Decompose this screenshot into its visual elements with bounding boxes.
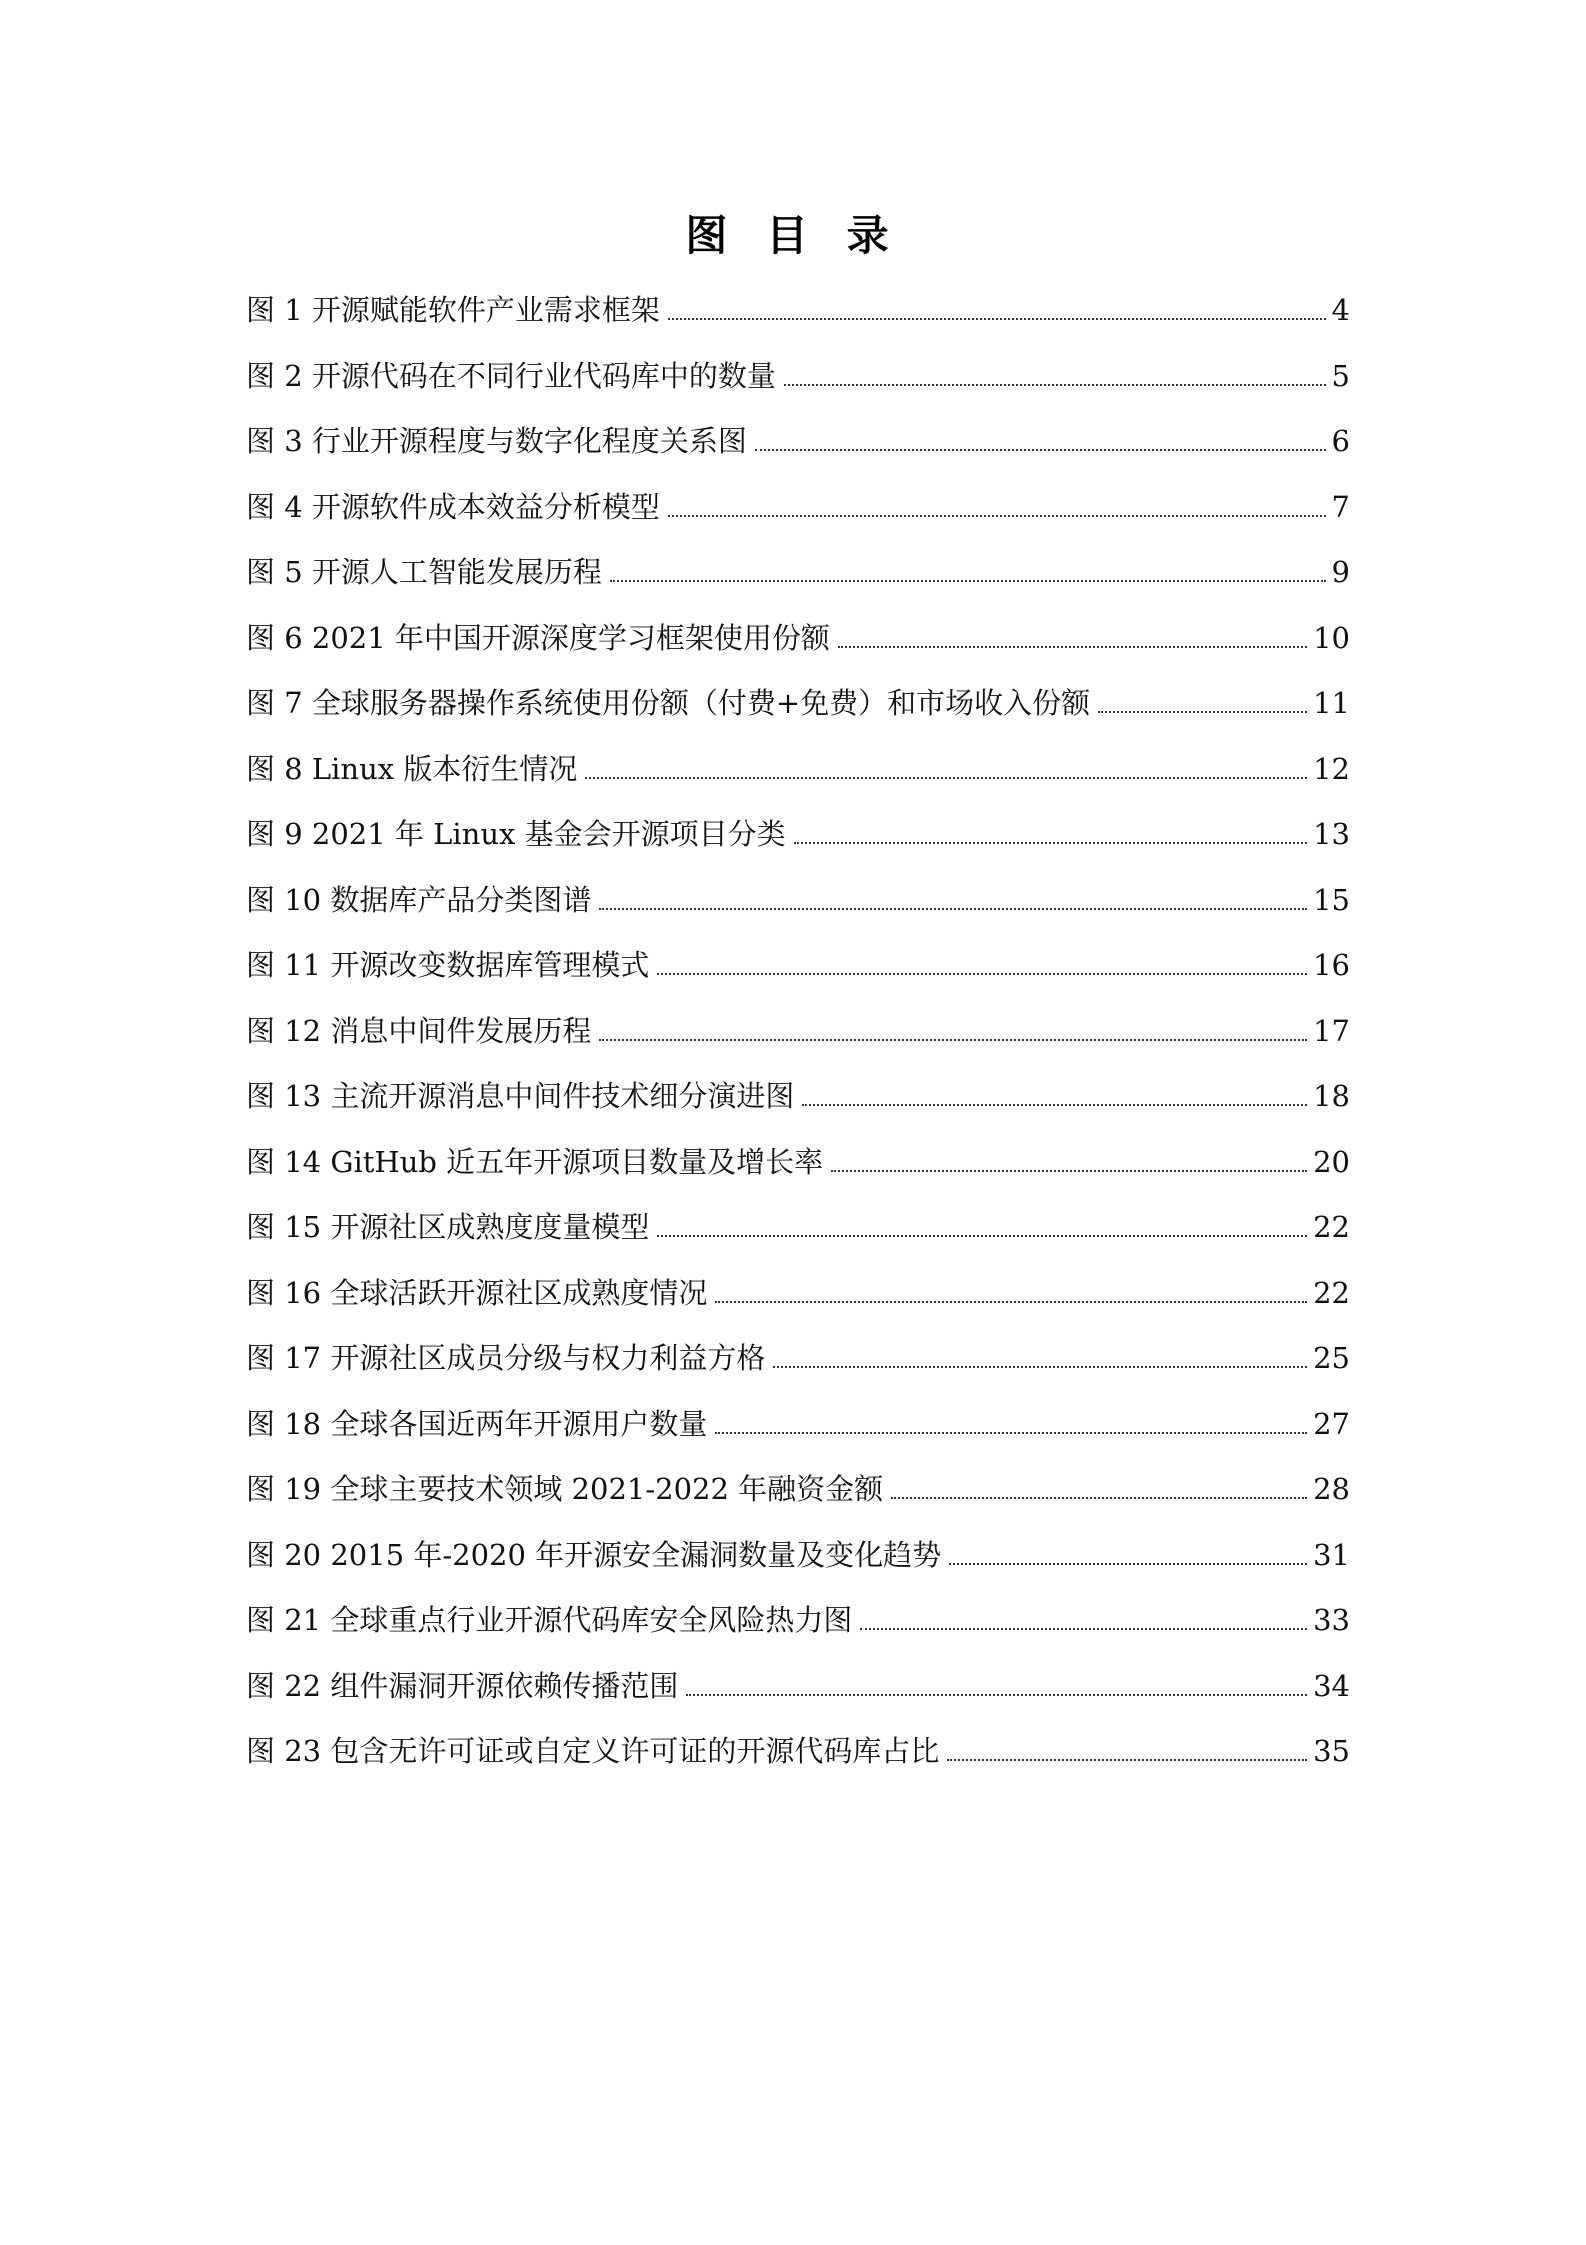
toc-entry-label: 图 20 2015 年-2020 年开源安全漏洞数量及变化趋势	[246, 1537, 942, 1572]
toc-entry[interactable]	[246, 552, 1350, 618]
toc-entry-label: 图 19 全球主要技术领域 2021-2022 年融资金额	[246, 1472, 884, 1506]
toc-entry[interactable]	[246, 1142, 1350, 1208]
toc-entry-label: 图 1 开源赋能软件产业需求框架	[246, 293, 660, 327]
toc-entry[interactable]	[246, 1731, 1350, 1797]
toc-entry-label: 图 15 开源社区成熟度度量模型	[246, 1210, 650, 1244]
toc-entry-page: 27	[1313, 1406, 1350, 1441]
toc-entry-page: 12	[1313, 751, 1350, 786]
toc-entry[interactable]	[246, 814, 1350, 880]
toc-dot-leader	[860, 1600, 1307, 1630]
toc-entry[interactable]	[246, 1535, 1350, 1601]
toc-entry-label: 图 2 开源代码在不同行业代码库中的数量	[246, 358, 776, 393]
toc-dot-leader	[949, 1535, 1307, 1565]
toc-entry-page: 34	[1313, 1668, 1350, 1703]
toc-entry-page: 20	[1313, 1144, 1350, 1179]
toc-entry-page: 25	[1313, 1341, 1350, 1375]
toc-entry-label: 图 14 GitHub 近五年开源项目数量及增长率	[246, 1144, 824, 1179]
page-title: 图 目 录	[685, 211, 901, 260]
toc-entry[interactable]	[246, 1666, 1350, 1732]
toc-entry-page: 10	[1313, 620, 1350, 655]
toc-entry-label: 图 12 消息中间件发展历程	[246, 1013, 592, 1048]
toc-dot-leader	[599, 880, 1307, 910]
toc-entry-page: 22	[1313, 1275, 1350, 1310]
toc-entry[interactable]	[246, 1469, 1350, 1535]
toc-entry[interactable]	[246, 1338, 1350, 1404]
toc-entry[interactable]	[246, 945, 1350, 1011]
toc-entry-page: 15	[1313, 882, 1350, 917]
toc-dot-leader	[831, 1142, 1307, 1172]
toc-dot-leader	[891, 1469, 1307, 1499]
toc-entry[interactable]	[246, 421, 1350, 487]
toc-entry[interactable]	[246, 290, 1350, 356]
toc-entry-page: 6	[1331, 424, 1350, 458]
toc-entry-label: 图 16 全球活跃开源社区成熟度情况	[246, 1275, 708, 1310]
toc-entry-page: 7	[1331, 489, 1350, 524]
toc-dot-leader	[657, 1207, 1307, 1237]
toc-entry-label: 图 10 数据库产品分类图谱	[246, 882, 592, 917]
toc-entry[interactable]	[246, 1076, 1350, 1142]
toc-dot-leader	[947, 1731, 1307, 1761]
toc-entry-label: 图 9 2021 年 Linux 基金会开源项目分类	[246, 817, 786, 851]
toc-entry-label: 图 7 全球服务器操作系统使用份额（付费+免费）和市场收入份额	[246, 686, 1091, 720]
table-of-figures	[246, 290, 1350, 1797]
toc-entry-label: 图 6 2021 年中国开源深度学习框架使用份额	[246, 620, 830, 655]
toc-dot-leader	[668, 487, 1326, 517]
toc-entry[interactable]	[246, 683, 1350, 749]
toc-entry-label: 图 22 组件漏洞开源依赖传播范围	[246, 1668, 679, 1703]
toc-entry[interactable]	[246, 749, 1350, 815]
toc-dot-leader	[610, 552, 1326, 582]
toc-entry[interactable]	[246, 1273, 1350, 1339]
toc-dot-leader	[599, 1011, 1307, 1041]
toc-entry[interactable]	[246, 356, 1350, 422]
toc-entry-label: 图 21 全球重点行业开源代码库安全风险热力图	[246, 1603, 853, 1637]
toc-entry-label: 图 3 行业开源程度与数字化程度关系图	[246, 424, 747, 458]
toc-dot-leader	[802, 1076, 1307, 1106]
toc-entry-page: 13	[1313, 817, 1350, 851]
toc-entry-label: 图 8 Linux 版本衍生情况	[246, 751, 578, 786]
toc-dot-leader	[838, 618, 1307, 648]
toc-entry-page: 22	[1313, 1210, 1350, 1244]
toc-entry-label: 图 18 全球各国近两年开源用户数量	[246, 1406, 708, 1441]
toc-entry-page: 31	[1313, 1537, 1350, 1572]
toc-entry[interactable]	[246, 880, 1350, 946]
toc-entry[interactable]	[246, 618, 1350, 684]
toc-entry-label: 图 11 开源改变数据库管理模式	[246, 948, 650, 982]
toc-dot-leader	[686, 1666, 1307, 1696]
toc-entry-page: 5	[1331, 358, 1350, 393]
toc-dot-leader	[585, 749, 1307, 779]
toc-dot-leader	[794, 814, 1308, 844]
toc-entry[interactable]	[246, 1207, 1350, 1273]
toc-entry-label: 图 4 开源软件成本效益分析模型	[246, 489, 660, 524]
toc-entry-page: 4	[1331, 293, 1350, 327]
toc-entry-page: 9	[1331, 555, 1350, 589]
toc-entry-label: 图 17 开源社区成员分级与权力利益方格	[246, 1341, 766, 1375]
toc-entry-page: 18	[1313, 1079, 1350, 1113]
toc-entry-page: 33	[1313, 1603, 1350, 1637]
toc-dot-leader	[755, 421, 1326, 451]
toc-entry-page: 28	[1313, 1472, 1350, 1506]
toc-dot-leader	[668, 290, 1326, 320]
toc-entry-label: 图 23 包含无许可证或自定义许可证的开源代码库占比	[246, 1734, 940, 1768]
toc-entry-page: 35	[1313, 1734, 1350, 1768]
toc-dot-leader	[773, 1338, 1307, 1368]
toc-entry[interactable]	[246, 1011, 1350, 1077]
toc-entry-label: 图 13 主流开源消息中间件技术细分演进图	[246, 1079, 795, 1113]
toc-entry[interactable]	[246, 487, 1350, 553]
toc-dot-leader	[715, 1404, 1307, 1434]
toc-dot-leader	[657, 945, 1307, 975]
toc-entry[interactable]	[246, 1404, 1350, 1470]
toc-dot-leader	[784, 356, 1326, 386]
toc-entry-page: 16	[1313, 948, 1350, 982]
toc-entry[interactable]	[246, 1600, 1350, 1666]
toc-entry-label: 图 5 开源人工智能发展历程	[246, 555, 602, 589]
toc-entry-page: 11	[1313, 686, 1350, 720]
toc-dot-leader	[715, 1273, 1307, 1303]
toc-dot-leader	[1098, 683, 1307, 713]
toc-entry-page: 17	[1313, 1013, 1350, 1048]
